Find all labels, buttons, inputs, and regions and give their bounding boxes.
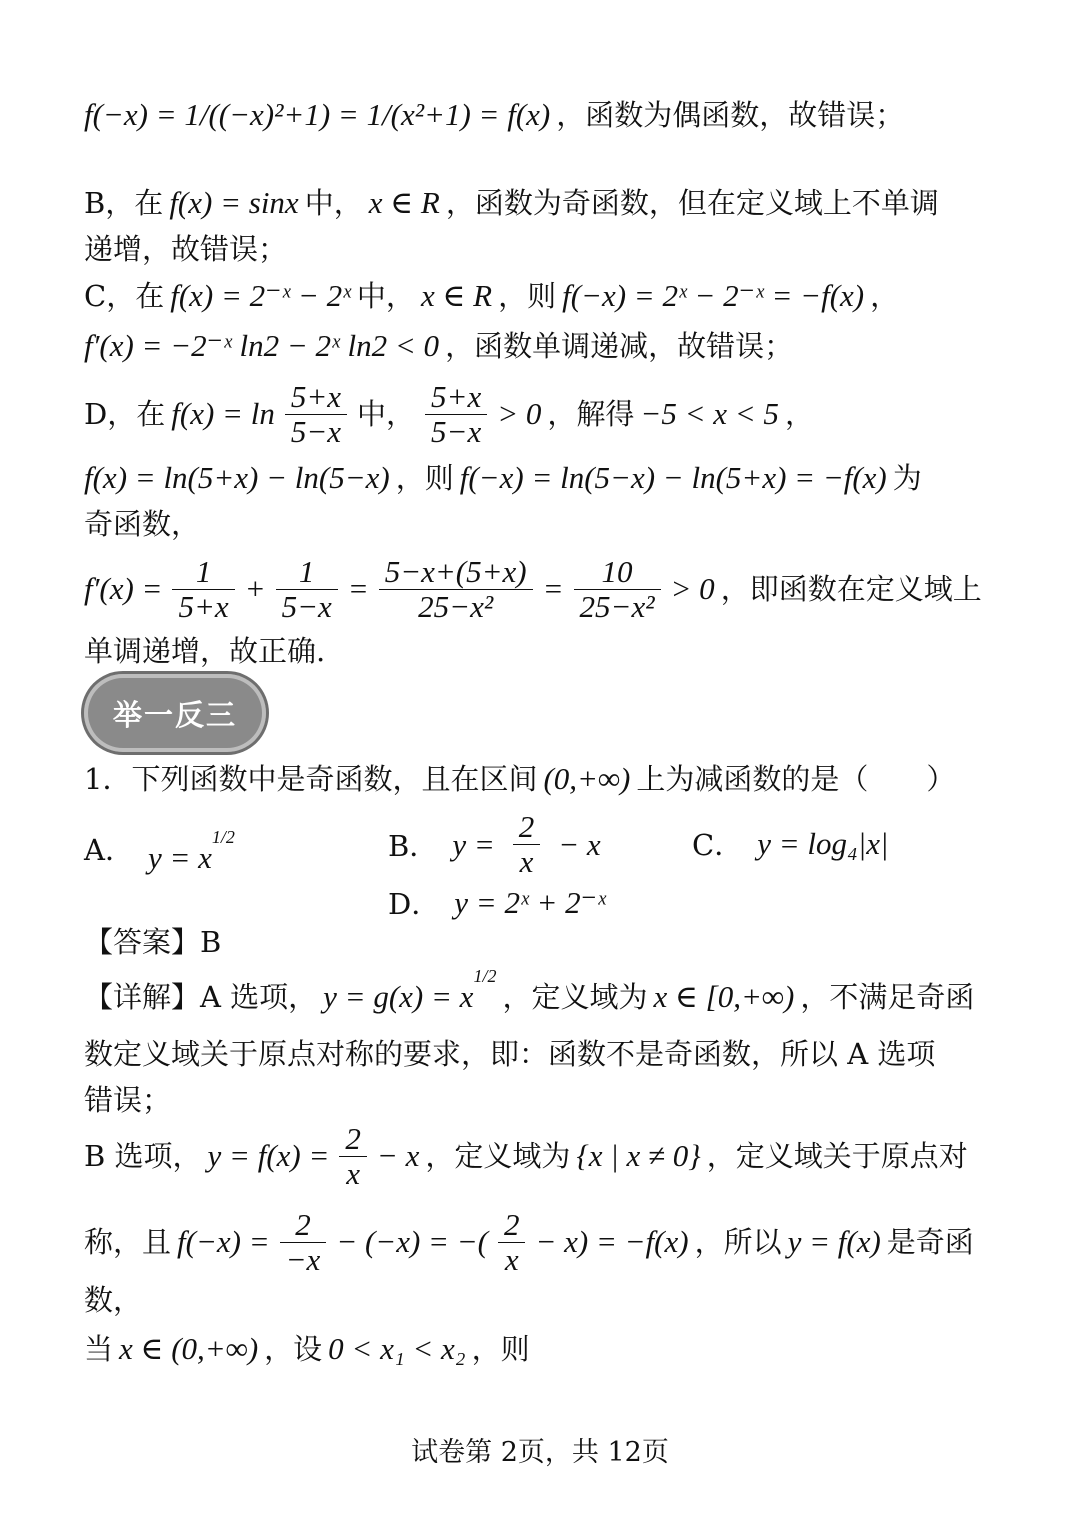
text-segment: 是奇函 xyxy=(886,1225,974,1260)
math-base: y = x xyxy=(147,840,212,875)
math-expression: f′(x) = xyxy=(84,571,163,607)
fraction xyxy=(425,380,487,449)
text-segment: ，解得 xyxy=(547,397,635,432)
fraction xyxy=(285,380,347,449)
math-expression: f(−x) = xyxy=(177,1224,270,1260)
text-line xyxy=(84,184,1000,223)
text-segment: ，所以 xyxy=(694,1225,782,1260)
math-expression: f(x) = ln(5+x) − ln(5−x) xyxy=(84,460,390,495)
explain-line xyxy=(84,1330,1000,1369)
text-segment: 称，且 xyxy=(84,1225,172,1260)
text-segment: D，在 xyxy=(84,397,166,432)
text-line xyxy=(84,555,1000,624)
text-segment: 中， xyxy=(357,397,416,432)
text-segment: ，定义域关于原点对 xyxy=(706,1139,968,1174)
math-expression xyxy=(323,965,497,1017)
fraction xyxy=(379,555,533,624)
text-line xyxy=(84,277,1000,316)
math-expression: y = 2ˣ + 2⁻ˣ xyxy=(454,884,606,920)
text-segment: 1．下列函数中是奇函数，且在区间 xyxy=(84,762,538,797)
fraction-numerator: 2 xyxy=(503,1207,520,1242)
text-segment: ，则 xyxy=(471,1332,530,1367)
fraction-numerator: 5+x xyxy=(431,379,482,414)
math-expression: x ∈ R xyxy=(420,278,493,313)
math-expression: y = log₄|x| xyxy=(757,825,889,861)
fraction xyxy=(339,1122,367,1191)
text-segment: B 选项， xyxy=(84,1139,202,1174)
text-segment: 【详解】A 选项， xyxy=(84,980,318,1015)
text-segment: 奇函数， xyxy=(84,507,201,541)
text-segment: ，则 xyxy=(395,461,454,496)
fraction-denominator: 5−x xyxy=(431,414,482,450)
math-expression: {x | x ≠ 0} xyxy=(576,1138,701,1174)
text-segment: ，设 xyxy=(264,1332,323,1367)
fraction-numerator: 5+x xyxy=(290,379,342,414)
text-line xyxy=(84,506,1000,542)
fraction xyxy=(280,1208,327,1277)
question-stem xyxy=(84,760,1000,799)
text-segment: ，即函数在定义域上 xyxy=(720,572,982,607)
fraction-denominator: x xyxy=(346,1156,361,1192)
answer-label: 【答案】B xyxy=(84,925,222,959)
math-expression: − x) = −f(x) xyxy=(535,1224,689,1260)
math-exponent: 1/2 xyxy=(211,826,235,847)
math-expression: f(−x) = 1/((−x)²+1) = 1/(x²+1) = f(x) xyxy=(84,97,551,132)
text-segment: 数， xyxy=(84,1283,143,1317)
math-expression: > 0 xyxy=(497,396,542,432)
math-expression: f(−x) = 2ˣ − 2⁻ˣ = −f(x) xyxy=(562,278,865,313)
math-operator: + xyxy=(244,571,266,607)
text-segment: ， xyxy=(784,397,814,432)
fraction-denominator: 25−x² xyxy=(579,589,655,625)
math-expression: −5 < x < 5 xyxy=(640,396,779,432)
text-line xyxy=(84,380,1000,449)
fraction xyxy=(513,810,541,879)
section-badge xyxy=(84,674,266,752)
math-expression xyxy=(147,826,235,876)
text-segment: ，定义域为 xyxy=(425,1139,571,1174)
explain-line xyxy=(84,965,1000,1017)
text-line xyxy=(84,327,1000,366)
explain-line xyxy=(84,1036,1000,1072)
text-segment: ，定义域为 xyxy=(502,980,648,1015)
math-exponent: 1/2 xyxy=(473,965,497,986)
text-segment: 中， xyxy=(356,279,415,314)
text-line xyxy=(84,96,1000,135)
option-label: C． xyxy=(692,828,744,862)
page-footer: 试卷第 2页，共 12页 xyxy=(411,1437,669,1468)
fraction-denominator: x xyxy=(519,844,534,880)
option-d xyxy=(388,882,606,923)
text-segment: ，不满足奇函 xyxy=(800,980,975,1015)
math-expression: f(x) = 2⁻ˣ − 2ˣ xyxy=(170,278,351,313)
explain-line xyxy=(84,1282,1000,1318)
math-expression: x ∈ (0,+∞) xyxy=(119,1331,259,1366)
answer-line xyxy=(84,924,1000,960)
text-segment: 中， xyxy=(304,186,363,221)
math-expression: − x xyxy=(376,1138,420,1174)
fraction-denominator: 5+x xyxy=(178,589,229,625)
math-expression: (0,+∞) xyxy=(543,761,631,796)
text-line xyxy=(84,633,1000,669)
option-label: A． xyxy=(84,832,134,867)
fraction-denominator: x xyxy=(504,1242,519,1278)
math-expression: > 0 xyxy=(670,571,715,607)
text-segment: B，在 xyxy=(84,186,164,221)
math-expression: x ∈ [0,+∞) xyxy=(653,979,795,1014)
math-expression: x ∈ R xyxy=(368,185,440,220)
text-segment: ，函数为偶函数，故错误； xyxy=(556,98,905,133)
fraction-numerator: 2 xyxy=(345,1121,361,1156)
text-segment: ，函数为奇函数，但在定义域上不单调 xyxy=(445,186,939,221)
text-segment: 单调递增，故正确. xyxy=(84,634,326,668)
option-label: D． xyxy=(388,887,441,921)
fraction-denominator: 5−x xyxy=(281,589,332,625)
text-segment: ，函数单调递减，故错误； xyxy=(445,329,794,364)
math-expression: y = xyxy=(452,826,495,862)
text-line xyxy=(84,459,1000,498)
option-a xyxy=(84,820,235,876)
explain-line xyxy=(84,1208,1000,1277)
math-operator: = xyxy=(347,571,369,607)
fraction-numerator: 1 xyxy=(195,554,212,589)
fraction xyxy=(276,555,338,624)
option-c xyxy=(692,823,889,864)
math-expression: f′(x) = −2⁻ˣ ln2 − 2ˣ ln2 < 0 xyxy=(84,328,440,363)
fraction xyxy=(498,1208,526,1277)
text-segment: 数定义域关于原点对称的要求，即：函数不是奇函数，所以 A 选项 xyxy=(84,1037,936,1071)
text-segment: 为 xyxy=(892,461,922,496)
math-expression: f(−x) = ln(5−x) − ln(5+x) = −f(x) xyxy=(459,460,887,495)
math-expression: y = f(x) = xyxy=(207,1138,330,1174)
fraction xyxy=(574,555,661,624)
section-badge-label: 举一反三 xyxy=(112,697,237,732)
math-expression: f(x) = ln xyxy=(171,396,275,432)
text-segment: 错误； xyxy=(84,1083,172,1117)
fraction-numerator: 2 xyxy=(518,809,535,844)
fraction-numerator: 10 xyxy=(601,554,633,589)
text-segment: ， xyxy=(870,279,900,314)
fraction-denominator: 25−x² xyxy=(418,589,494,625)
explain-line xyxy=(84,1082,1000,1118)
text-segment: 当 xyxy=(84,1332,114,1367)
fraction-numerator: 1 xyxy=(298,554,315,589)
fraction-numerator: 2 xyxy=(295,1207,311,1242)
option-label: B． xyxy=(388,829,439,864)
math-expression: − x xyxy=(558,826,601,862)
math-expression: f(x) = sinx xyxy=(169,185,299,220)
fraction xyxy=(172,555,234,624)
math-operator: = xyxy=(542,571,564,607)
math-expression: y = f(x) xyxy=(787,1224,881,1260)
text-segment: C，在 xyxy=(84,279,165,314)
math-expression: − (−x) = −( xyxy=(336,1224,488,1260)
fraction-denominator: −x xyxy=(285,1242,321,1278)
fraction-denominator: 5−x xyxy=(290,414,342,450)
text-line xyxy=(84,231,1000,267)
fraction-numerator: 5−x+(5+x) xyxy=(384,554,527,589)
math-base: y = g(x) = x xyxy=(323,979,474,1014)
text-segment: 递增，故错误； xyxy=(84,232,288,266)
text-segment: 上为减函数的是（ ） xyxy=(636,762,956,797)
explain-line xyxy=(84,1122,1000,1191)
text-segment: ，则 xyxy=(498,279,557,314)
math-expression: 0 < x₁ < x₂ xyxy=(328,1331,466,1366)
option-b xyxy=(388,810,601,879)
